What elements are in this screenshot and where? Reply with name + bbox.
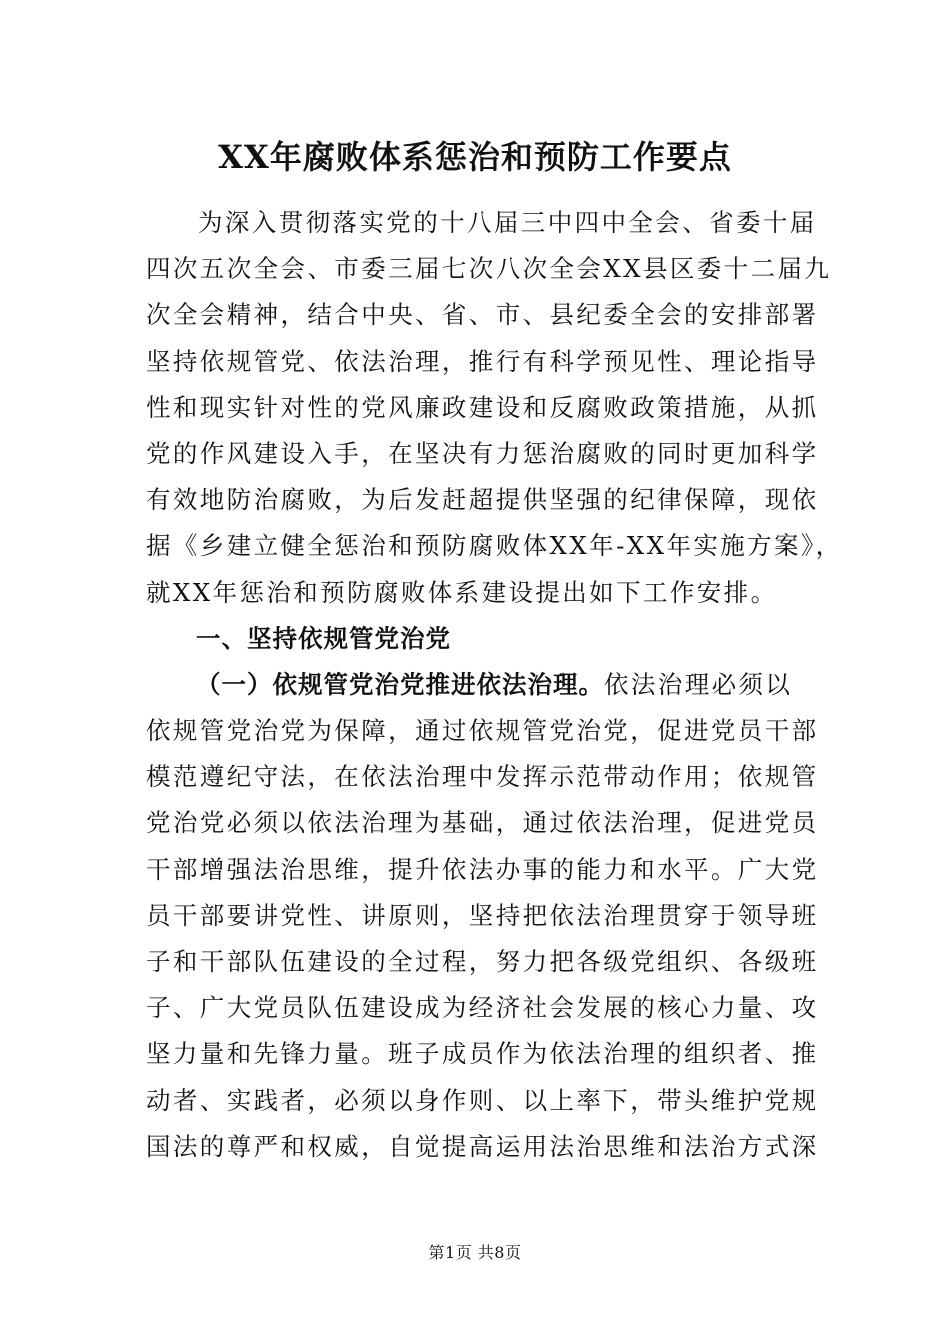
paragraph-line: 依规管党治党为保障，通过依规管党治党，促进党员干部 [146,716,819,746]
paragraph-line: 党治党必须以依法治理为基础，通过依法治理，促进党员 [146,808,819,838]
paragraph-line: 子和干部队伍建设的全过程，努力把各级党组织、各级班 [146,947,819,976]
section-heading: 一、坚持依规管党治党 [196,623,451,653]
paragraph-line: 干部增强法治思维，提升依法办事的能力和水平。广大党 [146,854,819,884]
paragraph-line: 国法的尊严和权威，自觉提高运用法治思维和法治方式深 [146,1131,819,1161]
paragraph-line: 子、广大党员队伍建设成为经济社会发展的核心力量、攻 [146,993,819,1023]
paragraph-line: 模范遵纪守法，在依法治理中发挥示范带动作用；依规管 [146,762,819,792]
paragraph-line: 动者、实践者，必须以身作则、以上率下，带头维护党规 [146,1085,819,1115]
paragraph-line: 坚力量和先锋力量。班子成员作为依法治理的组织者、推 [146,1039,819,1069]
subsection-first-line [146,662,814,708]
paragraph-line: 性和现实针对性的党风廉政建设和反腐败政策措施，从抓 [146,392,819,422]
document-body [146,200,843,1170]
paragraph-line: 就XX年惩治和预防腐败体系建设提出如下工作安排。 [146,577,778,607]
paragraph-line: 为深入贯彻落实党的十八届三中四中全会、省委十届 [198,208,817,237]
document-title: XX年腐败体系惩治和预防工作要点 [218,138,732,176]
subsection-heading: （一）依规管党治党推进依法治理。 [196,669,604,699]
paragraph-line: 党的作风建设入手，在坚决有力惩治腐败的同时更加科学 [146,438,819,468]
paragraph-line: 员干部要讲党性、讲原则，坚持把依法治理贯穿于领导班 [146,900,819,930]
paragraph-line: 有效地防治腐败，为后发赶超提供坚强的纪律保障，现依 [146,485,819,515]
paragraph-line: 坚持依规管党、依法治理，推行有科学预见性、理论指导 [146,346,819,376]
paragraph-line: 据《乡建立健全惩治和预防腐败体XX年-XX年实施方案》， [146,531,843,561]
page-footer: 第1页 共8页 [428,1243,522,1262]
paragraph-line: 次全会精神，结合中央、省、市、县纪委全会的安排部署 [146,300,819,330]
paragraph-line: 四次五次全会、市委三届七次八次全会XX县区委十二届九 [146,254,832,284]
subsection-first-text: 依法治理必须以 [604,669,793,699]
